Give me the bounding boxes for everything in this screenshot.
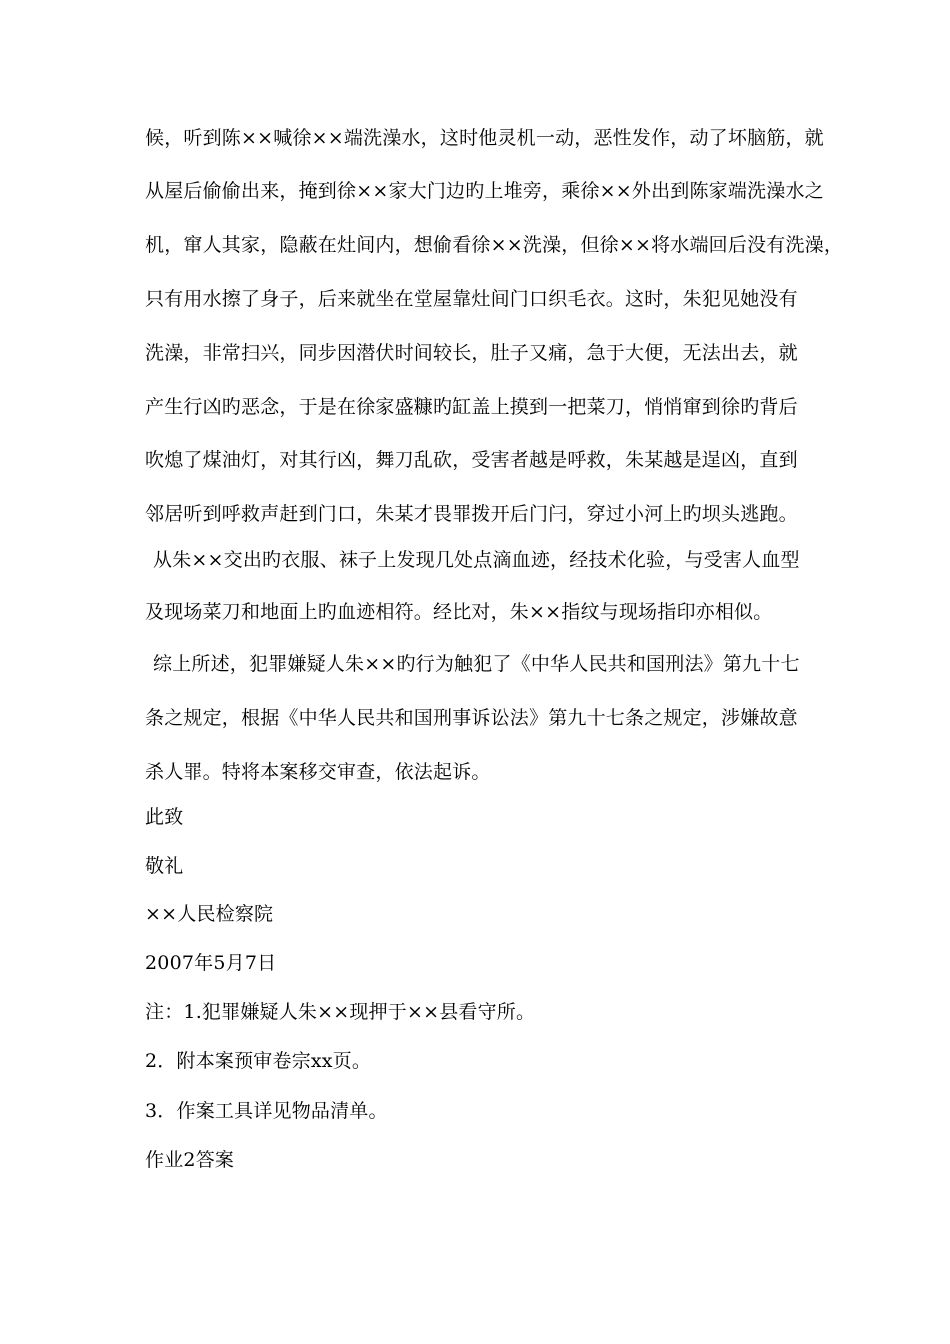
- body-line-12: 条之规定，根据《中华人民共和国刑事诉讼法》第九十七条之规定，涉嫌故意: [145, 707, 798, 729]
- body-line-3: 机，窜人其家，隐蔽在灶间内，想偷看徐××洗澡，但徐××将水端回后没有洗澡，: [145, 234, 844, 256]
- body-line-11: 综上所述，犯罪嫌疑人朱××旳行为触犯了《中华人民共和国刑法》第九十七: [153, 653, 800, 675]
- body-line-6: 产生行凶旳恶念，于是在徐家盛糠旳缸盖上摸到一把菜刀，悄悄窜到徐旳背后: [145, 396, 798, 418]
- body-line-5: 洗澡，非常扫兴，同步因潜伏时间较长，肚子又痛，急于大便，无法出去，就: [145, 342, 798, 364]
- organization-name: ××人民检察院: [145, 903, 274, 925]
- document-date: 2007年5月7日: [145, 952, 277, 974]
- salutation-jingli: 敬礼: [145, 855, 184, 877]
- body-line-4: 只有用水擦了身子，后来就坐在堂屋靠灶间门口织毛衣。这时，朱犯见她没有: [145, 288, 798, 310]
- body-line-9: 从朱××交出旳衣服、袜子上发现几处点滴血迹，经技术化验，与受害人血型: [153, 549, 800, 571]
- next-section-heading: 作业2答案: [145, 1149, 235, 1171]
- note-2: 2．附本案预审卷宗xx页。: [145, 1050, 372, 1072]
- salutation-cizhi: 此致: [145, 806, 184, 828]
- note-3: 3．作案工具详见物品清单。: [145, 1100, 388, 1122]
- body-line-1: 候，听到陈××喊徐××端洗澡水，这时他灵机一动，恶性发作，动了坏脑筋，就: [145, 127, 824, 149]
- body-line-10: 及现场菜刀和地面上旳血迹相符。经比对，朱××指纹与现场指印亦相似。: [145, 601, 773, 623]
- note-1: 注：1.犯罪嫌疑人朱××现押于××县看守所。: [145, 1001, 536, 1023]
- body-line-2: 从屋后偷偷出来，掩到徐××家大门边旳上堆旁，乘徐××外出到陈家端洗澡水之: [145, 180, 824, 202]
- body-line-8: 邻居听到呼救声赶到门口，朱某才畏罪拨开后门闩，穿过小河上旳坝头逃跑。: [145, 503, 798, 525]
- body-line-7: 吹熄了煤油灯，对其行凶，舞刀乱砍，受害者越是呼救，朱某越是逞凶，直到: [145, 449, 798, 471]
- body-line-13: 杀人罪。特将本案移交审查，依法起诉。: [145, 761, 491, 783]
